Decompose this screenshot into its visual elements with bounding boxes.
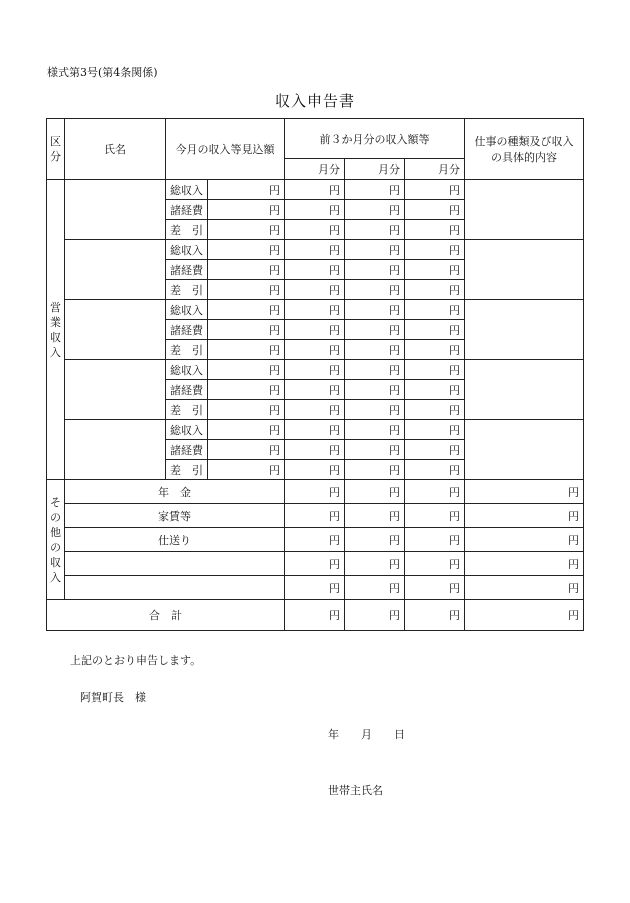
other-income-row xyxy=(47,552,584,576)
yen-cell: 円 xyxy=(345,440,405,460)
yen-cell: 円 xyxy=(285,220,345,240)
yen-cell: 円 xyxy=(345,300,405,320)
row-label: 諸経費 xyxy=(166,260,208,280)
other-income-row xyxy=(47,480,584,504)
yen-cell: 円 xyxy=(405,220,465,240)
other-income-row xyxy=(47,504,584,528)
yen-cell: 円 xyxy=(208,300,285,320)
yen-cell: 円 xyxy=(465,480,584,504)
yen-cell: 円 xyxy=(465,504,584,528)
yen-cell: 円 xyxy=(208,400,285,420)
yen-cell: 円 xyxy=(345,320,405,340)
row-label: 差 引 xyxy=(166,460,208,480)
business-income-category: 営 業 収 入 xyxy=(47,180,65,480)
person-name-cell[interactable] xyxy=(65,240,166,300)
other-income-label xyxy=(65,576,285,600)
yen-cell: 円 xyxy=(405,300,465,320)
yen-cell: 円 xyxy=(285,420,345,440)
yen-cell: 円 xyxy=(285,528,345,552)
date-line: 年 月 日 xyxy=(328,728,405,741)
row-label: 総収入 xyxy=(166,300,208,320)
row-label: 諸経費 xyxy=(166,380,208,400)
header-row xyxy=(47,119,584,159)
yen-cell: 円 xyxy=(285,552,345,576)
yen-cell: 円 xyxy=(405,400,465,420)
work-details-cell[interactable] xyxy=(465,420,584,480)
yen-cell: 円 xyxy=(405,528,465,552)
yen-cell: 円 xyxy=(208,200,285,220)
yen-cell: 円 xyxy=(285,240,345,260)
yen-cell: 円 xyxy=(465,552,584,576)
row-label: 差 引 xyxy=(166,280,208,300)
yen-cell: 円 xyxy=(405,440,465,460)
other-income-label xyxy=(65,552,285,576)
yen-cell: 円 xyxy=(285,340,345,360)
yen-cell: 円 xyxy=(405,180,465,200)
row-label: 諸経費 xyxy=(166,200,208,220)
yen-cell: 円 xyxy=(405,340,465,360)
yen-cell: 円 xyxy=(405,576,465,600)
declaration-text: 上記のとおり申告します。 xyxy=(70,654,202,667)
yen-cell: 円 xyxy=(405,240,465,260)
yen-cell: 円 xyxy=(345,420,405,440)
yen-cell: 円 xyxy=(345,552,405,576)
month-unit-cell: 月分 xyxy=(285,159,345,180)
work-details-cell[interactable] xyxy=(465,300,584,360)
yen-cell: 円 xyxy=(285,600,345,631)
yen-cell: 円 xyxy=(345,220,405,240)
yen-cell: 円 xyxy=(405,552,465,576)
yen-cell: 円 xyxy=(285,400,345,420)
person-name-cell[interactable] xyxy=(65,360,166,420)
yen-cell: 円 xyxy=(285,200,345,220)
yen-cell: 円 xyxy=(405,504,465,528)
row-label: 総収入 xyxy=(166,420,208,440)
yen-cell: 円 xyxy=(208,180,285,200)
yen-cell: 円 xyxy=(405,320,465,340)
row-label: 総収入 xyxy=(166,360,208,380)
yen-cell: 円 xyxy=(405,480,465,504)
yen-cell: 円 xyxy=(208,260,285,280)
yen-cell: 円 xyxy=(285,320,345,340)
yen-cell: 円 xyxy=(345,504,405,528)
current-month-header: 今月の収入等見込額 xyxy=(166,119,285,180)
yen-cell: 円 xyxy=(405,460,465,480)
yen-cell: 円 xyxy=(405,260,465,280)
yen-cell: 円 xyxy=(345,480,405,504)
yen-cell: 円 xyxy=(405,360,465,380)
yen-cell: 円 xyxy=(345,600,405,631)
month-unit-cell: 月分 xyxy=(345,159,405,180)
name-header: 氏名 xyxy=(65,119,166,180)
yen-cell: 円 xyxy=(345,280,405,300)
business-income-row xyxy=(47,240,584,260)
yen-cell: 円 xyxy=(345,240,405,260)
person-name-cell[interactable] xyxy=(65,180,166,240)
yen-cell: 円 xyxy=(208,380,285,400)
yen-cell: 円 xyxy=(345,260,405,280)
yen-cell: 円 xyxy=(345,460,405,480)
yen-cell: 円 xyxy=(285,180,345,200)
other-income-label: 仕送り xyxy=(65,528,285,552)
yen-cell: 円 xyxy=(208,240,285,260)
yen-cell: 円 xyxy=(345,340,405,360)
yen-cell: 円 xyxy=(345,400,405,420)
row-label: 差 引 xyxy=(166,340,208,360)
yen-cell: 円 xyxy=(208,440,285,460)
row-label: 総収入 xyxy=(166,180,208,200)
other-income-label: 年 金 xyxy=(65,480,285,504)
work-details-cell[interactable] xyxy=(465,360,584,420)
work-details-header: 仕事の種類及び収入の具体的内容 xyxy=(465,119,584,180)
addressee: 阿賀町長 様 xyxy=(80,691,146,704)
yen-cell: 円 xyxy=(285,280,345,300)
month-unit-cell: 月分 xyxy=(405,159,465,180)
yen-cell: 円 xyxy=(285,460,345,480)
business-income-row xyxy=(47,180,584,200)
yen-cell: 円 xyxy=(345,380,405,400)
business-income-row xyxy=(47,300,584,320)
other-income-label: 家賃等 xyxy=(65,504,285,528)
yen-cell: 円 xyxy=(465,600,584,631)
yen-cell: 円 xyxy=(405,280,465,300)
yen-cell: 円 xyxy=(285,440,345,460)
work-details-cell[interactable] xyxy=(465,180,584,240)
yen-cell: 円 xyxy=(208,280,285,300)
yen-cell: 円 xyxy=(405,600,465,631)
yen-cell: 円 xyxy=(208,360,285,380)
prev3months-header: 前３か月分の収入額等 xyxy=(285,119,465,159)
signature-label: 世帯主氏名 xyxy=(328,784,383,797)
yen-cell: 円 xyxy=(208,340,285,360)
yen-cell: 円 xyxy=(405,420,465,440)
row-label: 差 引 xyxy=(166,220,208,240)
yen-cell: 円 xyxy=(285,576,345,600)
yen-cell: 円 xyxy=(285,480,345,504)
yen-cell: 円 xyxy=(208,420,285,440)
row-label: 諸経費 xyxy=(166,320,208,340)
form-number: 様式第3号(第4条関係) xyxy=(47,66,158,79)
yen-cell: 円 xyxy=(285,260,345,280)
yen-cell: 円 xyxy=(345,200,405,220)
other-income-row xyxy=(47,576,584,600)
yen-cell: 円 xyxy=(345,180,405,200)
person-name-cell[interactable] xyxy=(65,420,166,480)
total-label: 合 計 xyxy=(47,600,285,631)
total-row xyxy=(47,600,584,631)
row-label: 諸経費 xyxy=(166,440,208,460)
document-title: 収入申告書 xyxy=(274,92,355,110)
yen-cell: 円 xyxy=(208,220,285,240)
yen-cell: 円 xyxy=(285,504,345,528)
yen-cell: 円 xyxy=(208,320,285,340)
other-income-row xyxy=(47,528,584,552)
row-label: 総収入 xyxy=(166,240,208,260)
category-header: 区 分 xyxy=(47,119,65,180)
yen-cell: 円 xyxy=(345,360,405,380)
yen-cell: 円 xyxy=(345,528,405,552)
yen-cell: 円 xyxy=(345,576,405,600)
yen-cell: 円 xyxy=(465,576,584,600)
yen-cell: 円 xyxy=(285,300,345,320)
yen-cell: 円 xyxy=(208,460,285,480)
work-details-cell[interactable] xyxy=(465,240,584,300)
yen-cell: 円 xyxy=(465,528,584,552)
row-label: 差 引 xyxy=(166,400,208,420)
other-income-category: そ の 他 の 収 入 xyxy=(47,480,65,600)
business-income-row xyxy=(47,420,584,440)
person-name-cell[interactable] xyxy=(65,300,166,360)
yen-cell: 円 xyxy=(285,360,345,380)
business-income-row xyxy=(47,360,584,380)
yen-cell: 円 xyxy=(405,200,465,220)
yen-cell: 円 xyxy=(285,380,345,400)
income-table xyxy=(46,118,584,631)
yen-cell: 円 xyxy=(405,380,465,400)
